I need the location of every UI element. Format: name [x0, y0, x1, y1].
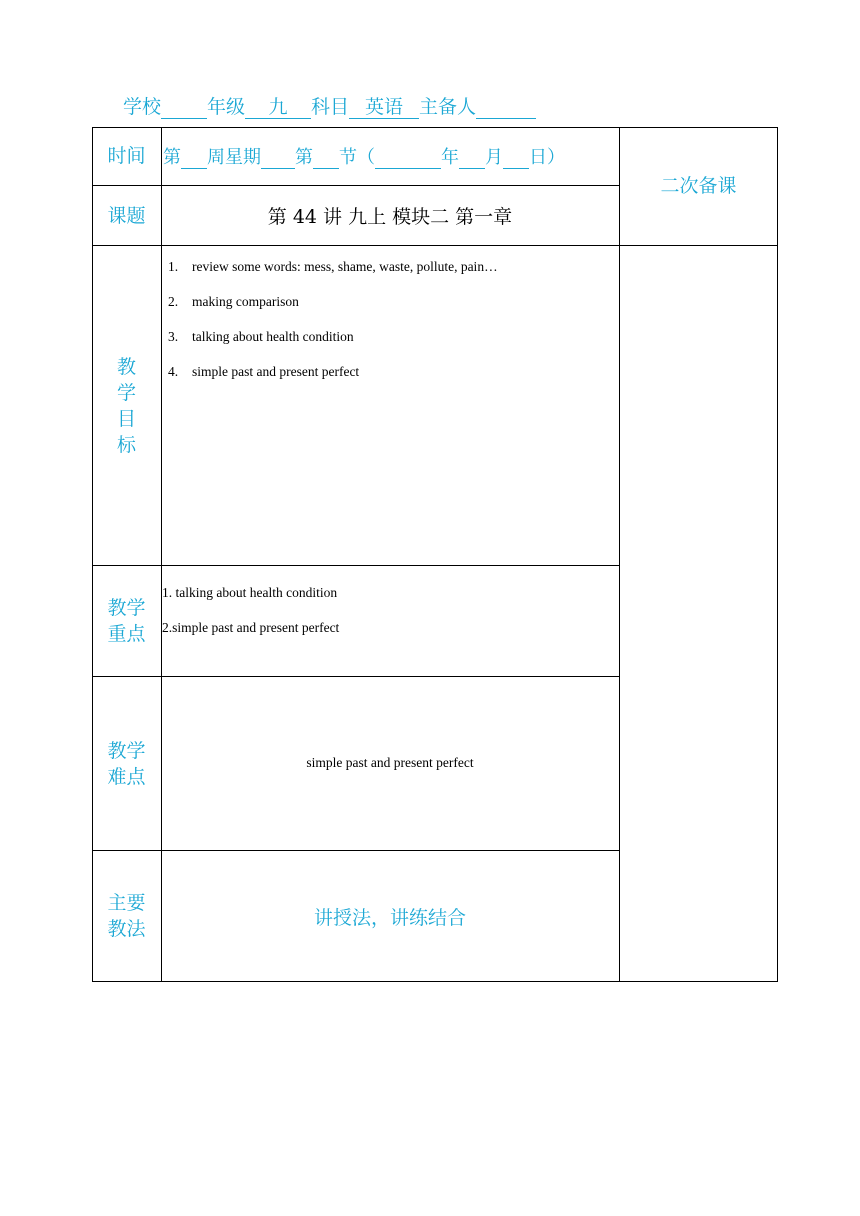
list-item — [168, 259, 498, 294]
key-point-item: 1. talking about health condition — [162, 585, 338, 600]
list-item — [168, 329, 498, 364]
weekday-blank[interactable] — [261, 147, 295, 169]
form-header — [123, 92, 536, 119]
difficulty-value: simple past and present perfect — [306, 755, 474, 770]
time-month-label: 月 — [485, 147, 503, 168]
time-fields — [163, 143, 565, 169]
table-border-right — [777, 127, 778, 982]
time-period-suffix: 节（ — [339, 147, 375, 168]
subject-label: 科目 — [311, 96, 350, 118]
list-item-number: 4. — [168, 364, 179, 379]
key-points-label-line: 教学 — [107, 597, 146, 619]
row-divider-3 — [92, 565, 620, 566]
day-blank[interactable] — [503, 147, 529, 169]
method-value: 讲授法，讲练结合 — [313, 906, 466, 929]
goals-label-char: 目 — [116, 407, 136, 430]
method-label-line: 教法 — [107, 918, 146, 940]
list-item-number: 2. — [168, 294, 179, 309]
school-blank[interactable] — [161, 96, 207, 119]
school-label: 学校 — [123, 96, 162, 118]
key-points-label — [92, 566, 161, 676]
method-label-line: 主要 — [107, 892, 146, 914]
period-blank[interactable] — [313, 147, 339, 169]
time-weekday-label: 周星期 — [207, 147, 261, 168]
list-item — [168, 364, 498, 399]
subject-value[interactable]: 英语 — [349, 96, 419, 119]
goals-label-char: 学 — [116, 381, 136, 404]
lesson-plan-table — [92, 127, 778, 982]
grade-label: 年级 — [207, 96, 246, 118]
key-point-item: 2.simple past and present perfect — [162, 620, 340, 635]
col-divider-2 — [619, 127, 620, 982]
row-divider-2 — [92, 245, 778, 246]
time-day-label: 日） — [529, 147, 565, 168]
second-prep-label: 二次备课 — [660, 175, 737, 197]
time-year-label: 年 — [441, 147, 459, 168]
month-blank[interactable] — [459, 147, 485, 169]
goals-list — [168, 259, 498, 399]
preparer-blank[interactable] — [476, 96, 536, 119]
grade-value[interactable]: 九 — [245, 96, 311, 119]
topic-value: 第 44 讲 九上 模块二 第一章 — [267, 205, 513, 228]
topic-label: 课题 — [107, 204, 146, 227]
key-points-label-line: 重点 — [107, 623, 146, 645]
goals-label-char: 教 — [116, 355, 136, 378]
difficulty-label-line: 难点 — [107, 765, 146, 788]
method-label — [92, 851, 161, 981]
list-item-number: 1. — [168, 259, 179, 274]
year-blank[interactable] — [375, 147, 441, 169]
list-item-text: talking about health condition — [192, 329, 354, 344]
list-item-text: making comparison — [192, 294, 299, 309]
week-blank[interactable] — [181, 147, 207, 169]
preparer-label: 主备人 — [419, 96, 477, 118]
difficulty-label-line: 教学 — [107, 739, 146, 762]
key-points-list — [162, 585, 339, 655]
time-period-prefix: 第 — [295, 147, 313, 168]
list-item-text: review some words: mess, shame, waste, pollute, pain… — [192, 259, 498, 274]
list-item-text: simple past and present perfect — [192, 364, 360, 379]
goals-label — [92, 246, 161, 565]
difficulty-label — [92, 677, 161, 850]
time-label: 时间 — [107, 145, 146, 167]
goals-label-char: 标 — [116, 433, 136, 456]
time-week-prefix: 第 — [163, 147, 181, 168]
list-item — [168, 294, 498, 329]
list-item-number: 3. — [168, 329, 179, 344]
